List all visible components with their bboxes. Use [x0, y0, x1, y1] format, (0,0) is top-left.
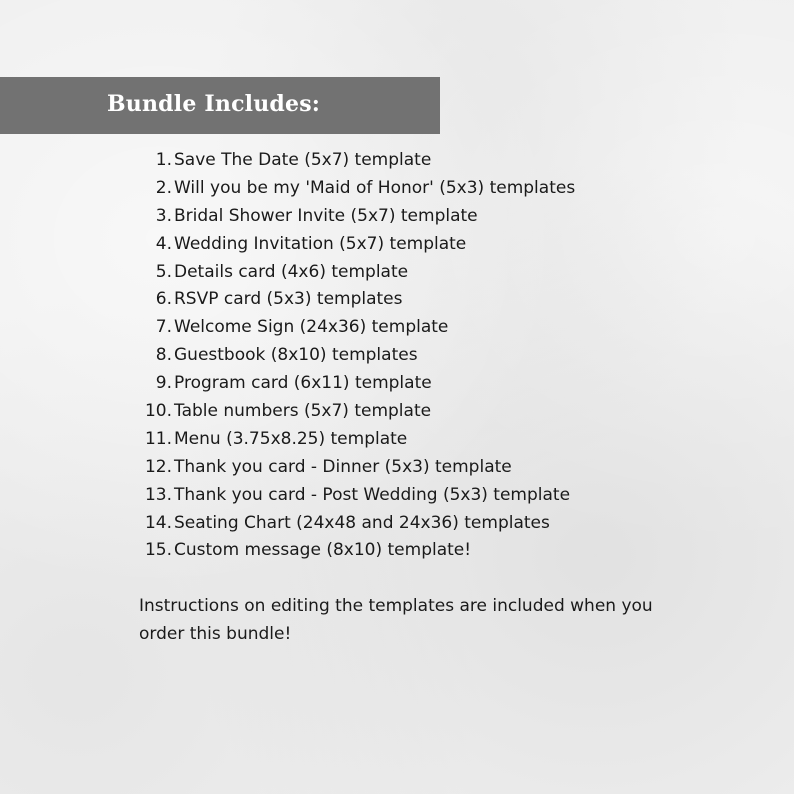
- item-text: Seating Chart (24x48 and 24x36) templates: [174, 512, 550, 533]
- item-text: Wedding Invitation (5x7) template: [174, 233, 467, 254]
- item-number: 9.: [155, 373, 172, 394]
- item-text: Thank you card - Post Wedding (5x3) template: [174, 484, 571, 505]
- item-text: Save The Date (5x7) template: [174, 150, 432, 170]
- item-number: 3.: [155, 205, 172, 226]
- item-number: 12.: [144, 456, 172, 477]
- item-number: 2.: [155, 177, 172, 198]
- item-number: 7.: [155, 317, 172, 338]
- list-item: [140, 259, 575, 287]
- item-text: Details card (4x6) template: [174, 261, 409, 282]
- item-number: 15.: [144, 540, 172, 561]
- list-item: [140, 147, 575, 175]
- page-title: Bundle Includes:: [107, 91, 321, 117]
- list-item: [140, 454, 575, 482]
- item-text: Menu (3.75x8.25) template: [174, 428, 408, 449]
- item-text: Bridal Shower Invite (5x7) template: [174, 205, 478, 226]
- header-banner: [0, 77, 440, 134]
- item-number: 4.: [155, 233, 172, 254]
- item-text: RSVP card (5x3) templates: [174, 289, 403, 310]
- list-item: [140, 426, 575, 454]
- item-number: 10.: [144, 401, 172, 422]
- list-item: [140, 314, 575, 342]
- item-text: Guestbook (8x10) templates: [174, 345, 418, 366]
- item-number: 6.: [155, 289, 172, 310]
- item-text: Welcome Sign (24x36) template: [174, 317, 449, 338]
- list-item: [140, 203, 575, 231]
- item-text: Table numbers (5x7) template: [174, 401, 432, 422]
- list-item: [140, 370, 575, 398]
- item-number: 14.: [144, 512, 172, 533]
- instructions-text: Instructions on editing the templates are included when you order this bundle!: [139, 596, 653, 644]
- item-text: Will you be my 'Maid of Honor' (5x3) templates: [174, 177, 576, 198]
- item-text: Custom message (8x10) template!: [174, 540, 472, 561]
- item-text: Thank you card - Dinner (5x3) template: [174, 456, 512, 477]
- item-text: Program card (6x11) template: [174, 373, 432, 394]
- list-item: [140, 537, 575, 565]
- list-item: [140, 175, 575, 203]
- item-number: 11.: [144, 428, 172, 449]
- list-item: [140, 231, 575, 259]
- list-item: [140, 510, 575, 538]
- bundle-items-list: [140, 147, 575, 565]
- item-number: 5.: [155, 261, 172, 282]
- item-number: 1.: [155, 150, 172, 170]
- list-item: [140, 398, 575, 426]
- item-number: 8.: [155, 345, 172, 366]
- list-item: [140, 286, 575, 314]
- list-item: [140, 482, 575, 510]
- list-item: [140, 342, 575, 370]
- item-number: 13.: [144, 484, 172, 505]
